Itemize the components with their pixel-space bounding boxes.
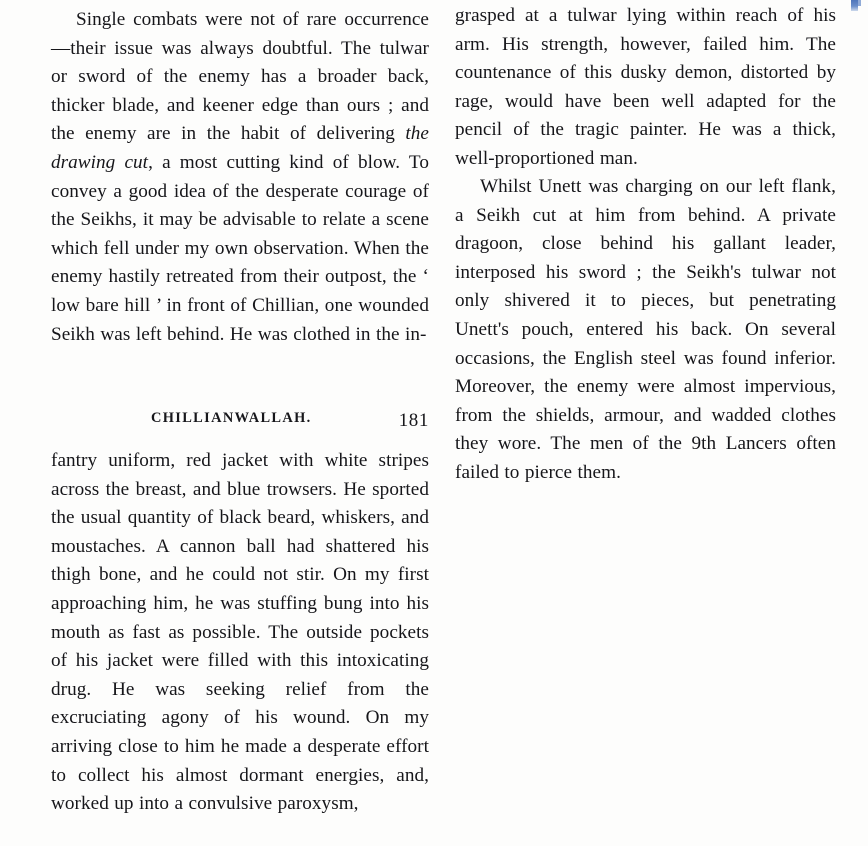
running-head	[51, 410, 429, 436]
paragraph-single-combats	[51, 6, 429, 349]
paragraph-text-tail: , a most cutting kind of blow. To convey a good idea of the desperate courage of the Seikhs, it may be advisable to relate a scene which fell under my own observation. When the enemy hastily retreated from their outpost, the ‘ low bare hill ’ in front of Chillian, one wounded Seikh was left behind. He was clothed in the in-	[51, 151, 430, 345]
scan-artifact-icon	[851, 0, 858, 11]
right-column-block-upper	[455, 2, 836, 174]
paragraph-grasped-at-a-tulwar: grasped at a tulwar lying within reach of his arm. His strength, however, failed him. The countenance of this dusky demon, distorted by rage, would have been well adapted for the pencil of the tragic painter. He was a thick, well-proportioned man.	[455, 5, 836, 169]
paragraph-text-lead: Single combats were not of rare occurrence —their issue was always doubtful. The tulwar or sword of the enemy has a broader back, thicker blade, and keener edge than ours ; and the enemy are in the habit of delivering	[51, 9, 429, 145]
paragraph-whilst-unett: Whilst Unett was charging on our left flank, a Seikh cut at him from behind. A private dragoon, close behind his gallant leader, interposed his sword ; the Seikh's tulwar not only shivered it to pieces, but penetrating Unett's pouch, entered his back. On several occasions, the English steel was found inferior. Moreover, the enemy were almost impervious, from the shields, armour, and wadded clothes they wore. The men of the 9th Lancers often failed to pierce them.	[455, 176, 836, 483]
left-column-block-upper	[51, 6, 429, 349]
page-number: 181	[398, 410, 429, 431]
paragraph-fantry-uniform: fantry uniform, red jacket with white stripes across the breast, and blue trowsers. He sported the usual quantity of black beard, whiskers, and moustaches. A cannon ball had shattered his thigh bone, and he could not stir. On my first approaching him, he was stuffing bung into his mouth as fast as possible. The outside pockets of his jacket were filled with this intoxicating drug. He was seeking relief from the excruciating agony of his wound. On my arriving close to him he made a desperate effort to collect his almost dormant energies, and, worked up into a convulsive paroxysm,	[51, 450, 429, 815]
left-column-block-lower	[51, 447, 429, 819]
scan-artifact-secondary-icon	[858, 0, 861, 6]
italic-phrase-drawing-cut: the drawing cut	[51, 123, 429, 173]
running-head-title: CHILLIANWALLAH.	[151, 410, 312, 426]
right-column-block-lower	[455, 173, 836, 488]
